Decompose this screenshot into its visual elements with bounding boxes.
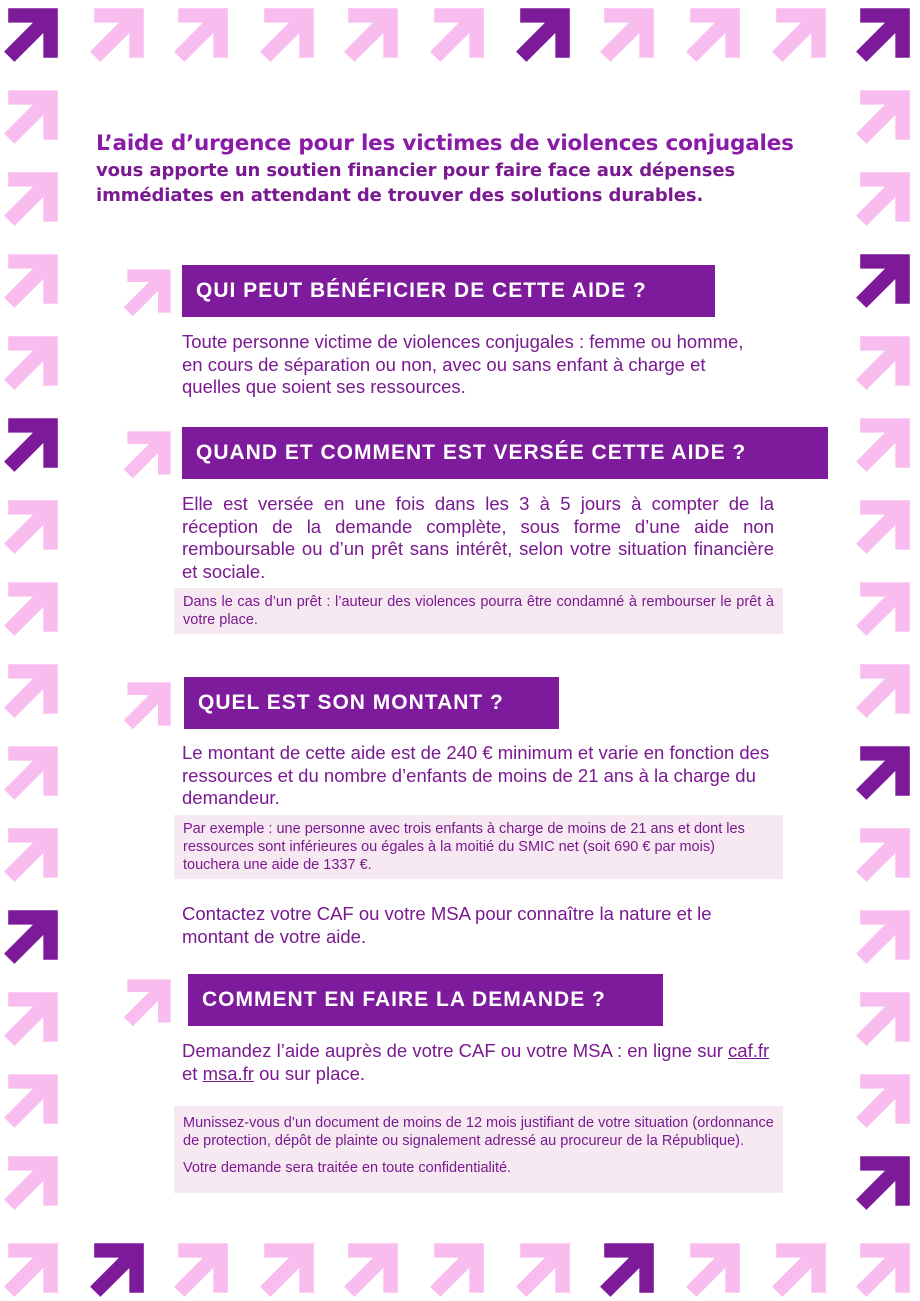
arrow-up-right-icon — [600, 8, 654, 62]
arrow-up-right-icon — [4, 1156, 58, 1210]
section-3-body: Le montant de cette aide est de 240 € minimum et varie en fonction des ressources et du nombre d’enfants de moins de 21 ans à la charge du demandeur. — [182, 742, 770, 808]
arrow-up-right-icon — [856, 992, 910, 1046]
section-4-note — [174, 1106, 783, 1193]
arrow-up-right-icon — [4, 90, 58, 144]
arrow-up-right-icon — [600, 1243, 654, 1297]
arrow-up-right-icon — [4, 1243, 58, 1297]
arrow-up-right-icon — [4, 8, 58, 62]
arrow-up-right-icon — [686, 8, 740, 62]
heading-quel-est-son-montant: QUEL EST SON MONTANT ? — [184, 677, 559, 729]
arrow-up-right-icon — [516, 1243, 570, 1297]
section-2-body: Elle est versée en une fois dans les 3 à 5 jours à compter de la réception de la demande complète, sous forme d’une aide non remboursable ou d’un prêt sans intérêt, selon votre situation financière et sociale. — [182, 493, 774, 582]
section-4-body — [182, 1040, 782, 1085]
heading-comment-en-faire-la-demande: COMMENT EN FAIRE LA DEMANDE ? — [188, 974, 663, 1026]
arrow-up-right-icon — [856, 746, 910, 800]
arrow-up-right-icon — [174, 1243, 228, 1297]
intro-subline-1: vous apporte un soutien financier pour faire face aux dépenses — [96, 160, 736, 181]
section-4-text-and: et — [182, 1062, 203, 1084]
section-arrow-icon — [122, 974, 176, 1028]
arrow-up-right-icon — [260, 8, 314, 62]
arrow-up-right-icon — [4, 1074, 58, 1128]
arrow-up-right-icon — [856, 254, 910, 308]
arrow-up-right-icon — [90, 1243, 144, 1297]
arrow-up-right-icon — [856, 500, 910, 554]
msa-link[interactable]: msa.fr — [202, 1062, 254, 1084]
caf-link[interactable]: caf.fr — [728, 1040, 770, 1061]
arrow-up-right-icon — [856, 1156, 910, 1210]
arrow-up-right-icon — [430, 1243, 484, 1297]
arrow-up-right-icon — [772, 1243, 826, 1297]
arrow-up-right-icon — [90, 8, 144, 62]
arrow-up-right-icon — [686, 1243, 740, 1297]
arrow-up-right-icon — [856, 90, 910, 144]
section-4-text-1: Demandez l’aide auprès de votre CAF ou votre MSA : en ligne sur — [182, 1040, 723, 1061]
heading-quand-et-comment: QUAND ET COMMENT EST VERSÉE CETTE AIDE ? — [182, 427, 828, 479]
section-1-body: Toute personne victime de violences conjugales : femme ou homme, en cours de séparation ou non, avec ou sans enfant à charge et quelles que soient ses ressources. — [182, 331, 744, 397]
section-arrow-icon — [122, 426, 176, 480]
arrow-up-right-icon — [4, 746, 58, 800]
arrow-up-right-icon — [856, 418, 910, 472]
arrow-up-right-icon — [772, 8, 826, 62]
arrow-up-right-icon — [260, 1243, 314, 1297]
arrow-up-right-icon — [856, 828, 910, 882]
section-4-text-2: ou sur place. — [253, 1062, 366, 1084]
arrow-up-right-icon — [856, 336, 910, 390]
heading-qui-peut-beneficier: QUI PEUT BÉNÉFICIER DE CETTE AIDE ? — [182, 265, 715, 317]
arrow-up-right-icon — [516, 8, 570, 62]
arrow-up-right-icon — [344, 1243, 398, 1297]
arrow-up-right-icon — [4, 336, 58, 390]
arrow-up-right-icon — [4, 172, 58, 226]
arrow-up-right-icon — [4, 828, 58, 882]
section-2-note: Dans le cas d’un prêt : l’auteur des violences pourra être condamné à rembourser le prêt à votre place. — [174, 588, 783, 634]
arrow-up-right-icon — [174, 8, 228, 62]
intro-headline: L’aide d’urgence pour les victimes de violences conjugales — [96, 131, 794, 156]
arrow-up-right-icon — [4, 664, 58, 718]
section-3-contact: Contactez votre CAF ou votre MSA pour connaître la nature et le montant de votre aide. — [182, 903, 712, 947]
arrow-up-right-icon — [4, 992, 58, 1046]
arrow-up-right-icon — [856, 582, 910, 636]
intro — [96, 130, 836, 208]
arrow-up-right-icon — [856, 172, 910, 226]
arrow-up-right-icon — [856, 1074, 910, 1128]
arrow-up-right-icon — [4, 582, 58, 636]
arrow-up-right-icon — [4, 910, 58, 964]
arrow-up-right-icon — [856, 664, 910, 718]
section-4-note-confidentiality: Votre demande sera traitée en toute confidentialité. — [183, 1160, 512, 1176]
arrow-up-right-icon — [856, 1243, 910, 1297]
arrow-up-right-icon — [856, 910, 910, 964]
arrow-up-right-icon — [4, 254, 58, 308]
section-arrow-icon — [122, 264, 176, 318]
section-3-note: Par exemple : une personne avec trois enfants à charge de moins de 21 ans et dont les ressources sont inférieures ou égales à la moitié du SMIC net (soit 690 € par mois) touchera une aide de 1337 €. — [174, 815, 783, 879]
intro-subline-2: immédiates en attendant de trouver des solutions durables. — [96, 185, 704, 206]
arrow-up-right-icon — [4, 500, 58, 554]
arrow-up-right-icon — [4, 418, 58, 472]
section-arrow-icon — [122, 677, 176, 731]
arrow-up-right-icon — [430, 8, 484, 62]
arrow-up-right-icon — [344, 8, 398, 62]
section-4-note-documents: Munissez-vous d’un document de moins de 12 mois justifiant de votre situation (ordonnance de protection, dépôt de plainte ou signalement adressé au procureur de la République). — [183, 1115, 774, 1149]
arrow-up-right-icon — [856, 8, 910, 62]
